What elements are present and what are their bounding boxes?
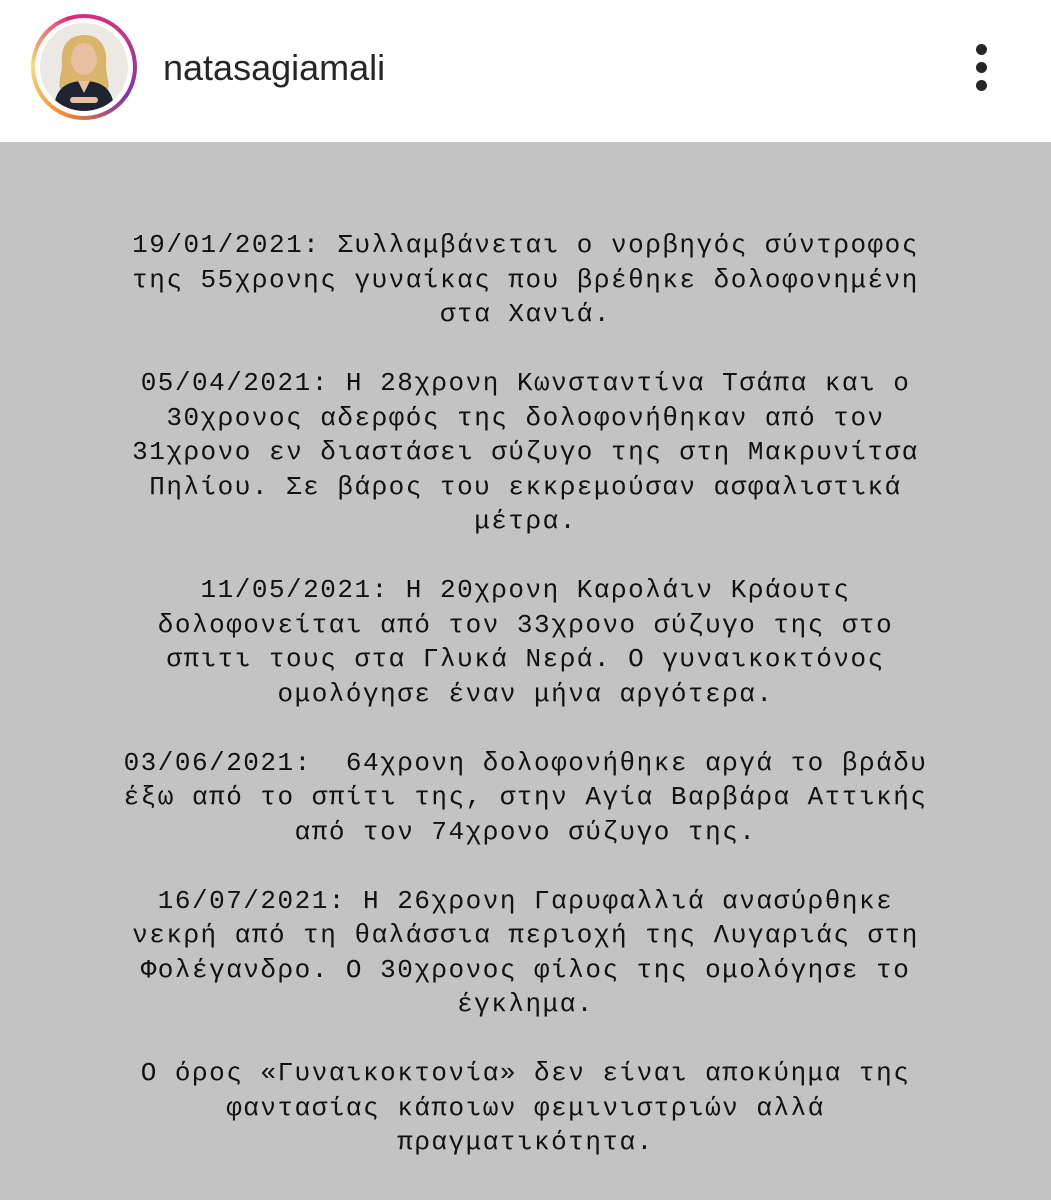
- more-icon-dot: [976, 44, 987, 55]
- profile-photo-icon: [40, 23, 128, 111]
- post-paragraph: 16/07/2021: Η 26χρονη Γαρυφαλλιά ανασύρθηκε νεκρή από τη θαλάσσια περιοχή της Λυγαριάς στη Φολέγανδρο. Ο 30χρονος φίλος της ομολόγησε το έγκλημα.: [132, 885, 919, 1019]
- post-header: [0, 0, 1051, 142]
- post-paragraph: 03/06/2021: 64χρονη δολοφονήθηκε αργά το βράδυ έξω από το σπίτι της, στην Αγία Βαρβάρα Αττικής από τον 74χρονο σύζυγο της.: [123, 747, 928, 847]
- story-ring[interactable]: [31, 14, 137, 120]
- post-paragraph: 19/01/2021: Συλλαμβάνεται ο νορβηγός σύντροφος της 55χρονης γυναίκας που βρέθηκε δολοφονημένη στα Χανιά.: [132, 230, 919, 329]
- post-paragraph: 11/05/2021: Η 20χρονη Καρολάιν Κράουτς δολοφονείται από τον 33χρονο σύζυγο της στο σπιτι τους στα Γλυκά Νερά. Ο γυναικοκτόνος ομολόγησε έναν μήνα αργότερα.: [157, 575, 894, 709]
- post-image[interactable]: [0, 142, 1051, 1200]
- avatar-frame: [35, 18, 133, 116]
- post-paragraph: 05/04/2021: Η 28χρονη Κωνσταντίνα Τσάπα και ο 30χρονος αδερφός της δολοφονήθηκαν από τον 31χρονο εν διαστάσει σύζυγο της στη Μακρυνίτσα Πηλίου. Σε βάρος του εκκρεμούσαν ασφαλιστικά μέτρα.: [132, 368, 919, 536]
- more-icon-dot: [976, 80, 987, 91]
- more-options-button[interactable]: [962, 40, 1002, 96]
- username[interactable]: natasagiamali: [163, 47, 386, 88]
- post-text: [40, 228, 1011, 1194]
- more-icon-dot: [976, 62, 987, 73]
- post-paragraph: Ο όρος «Γυναικοκτονία» δεν είναι αποκύημα της φαντασίας κάποιων φεμινιστριών αλλά πραγματικότητα.: [140, 1058, 911, 1157]
- avatar[interactable]: [40, 23, 128, 111]
